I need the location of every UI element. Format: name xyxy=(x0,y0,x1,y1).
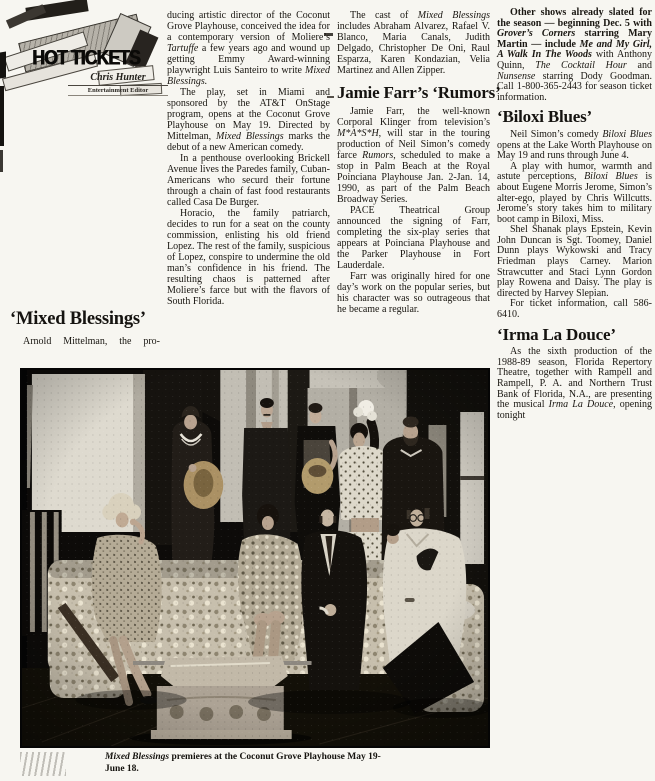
article-column-2 xyxy=(337,10,501,315)
article-paragraph: In a penthouse overlooking Brickell Avenue lives the Paredes family, Cuban-Americans who securd their fortune through a chain of fast food restaurants called Casa De Burger. xyxy=(167,153,330,208)
article-paragraph: Shel Shanak plays Epstein, Kevin John Duncan is Sgt. Toomey, Daniel Dunn plays Wykowski and Tracy Friedman plays Carney. Marion Strawcutter and Staci Lynn Gordon play Rowena and Daisy. The play is directed by Harvey Slepian. xyxy=(497,224,652,299)
article-column-3 xyxy=(497,8,652,421)
headline-biloxi-blues: ‘Biloxi Blues’ xyxy=(497,107,592,127)
article-paragraph: The play, set in Miami and sponsored by the AT&T OnStage program, opens at the Coconut Grove Playhouse on May 19. Directed by Mittelman, Mixed Blessings marks the debut of a new American comedy. xyxy=(167,87,330,153)
photo-caption-line: June 18. xyxy=(105,764,139,774)
article-paragraph: Jamie Farr, the well-known Corporal Klinger from television’s M*A*S*H, will star in the touring production of Neil Simon’s comedy farce Rumors, scheduled to make a stop in Palm Beach at the Royal Poinciana Playhouse Jan. 2-Jan. 14, 1990, as part of the Palm Beach Broadway Series. xyxy=(337,106,491,205)
article-paragraph: A play with humor, warmth and astute perceptions, Biloxi Blues is about Eugene Morris Jerome, Simon’s alter-ego, played by Chris Willcutts. Jerome’s story takes him to military boot camp in Biloxi, Miss. xyxy=(497,160,653,225)
article-paragraph: PACE Theatrical Group announced the signing of Farr, completing the six-play series that appears at Poinciana Playhouse and the Parker Playhouse in Fort Lauderdale. xyxy=(337,205,490,271)
cast-photo xyxy=(20,368,490,748)
scan-artifact xyxy=(0,51,6,78)
article-paragraph: For ticket information, call 586-6410. xyxy=(497,298,652,321)
article-paragraph: As the sixth production of the 1988-89 season, Florida Repertory Theatre, together with Rampell and Rampell, P. A. and Northern Trust Bank of Florida, N.A., are presenting the musical Irma La Douce, opening tonight xyxy=(497,346,653,421)
headline-mixed-blessings: ‘Mixed Blessings’ xyxy=(10,309,146,329)
headline-irma-la-douce: ‘Irma La Douce’ xyxy=(497,324,616,344)
article-paragraph: The cast of Mixed Blessings includes Abraham Alvarez, Rafael V. Blanco, Maria Canals, Judith Delgado, Christopher De Oni, Raul Esparza, Karen Kondazian, Velia Martinez and Allen Zipper. xyxy=(337,10,490,76)
article-mixed-blessings-lead xyxy=(10,309,160,347)
masthead xyxy=(2,2,162,112)
masthead-byline-role: Entertainment Editor xyxy=(68,85,168,96)
headline-jamie-farr-rumors: Jamie Farr’s ‘Rumors’ xyxy=(337,83,501,102)
article-paragraph: Neil Simon’s comedy Biloxi Blues opens at the Lake Worth Playhouse on May 19 and runs through June 4. xyxy=(497,128,652,162)
cast-photo-illustration xyxy=(22,370,488,746)
scan-artifact xyxy=(0,150,3,172)
photo-caption-line: Mixed Blessings premieres at the Coconut Grove Playhouse May 19- xyxy=(105,752,381,762)
article-paragraph: Other shows already slated for the season — beginning Dec. 5 with Grover’s Corners starring Mary Martin — include Me and My Girl, A Walk In The Woods with Anthony Quinn, The Cocktail Hour and Nunsense starring Dody Goodman. Call 1-800-365-2443 for season ticket information. xyxy=(497,7,652,103)
scan-artifact xyxy=(20,752,66,776)
article-paragraph: Farr was originally hired for one day’s work on the popular series, but his character was so outrageous that he became a regular. xyxy=(337,271,490,315)
photo-caption xyxy=(105,751,435,775)
article-paragraph: Arnold Mittelman, the pro- xyxy=(23,336,160,347)
masthead-title: HOT TICKETS xyxy=(32,46,140,70)
article-column-1 xyxy=(167,10,330,307)
masthead-byline: Chris Hunter xyxy=(90,72,146,83)
article-paragraph: ducing artistic director of the Coconut Grove Playhouse, conceived the idea for a contemporary version of Moliere’s Tartuffe a few years ago and wound up getting Emmy Award-winning playwright Luis Santeiro to write Mixed Blessings. xyxy=(167,10,330,87)
article-paragraph: Horacio, the family patriarch, decides to run for a seat on the county commission, enlisting his old friend Lopez. The rest of the family, suspicious of Lopez, conspire to undermine the old man’s confidence in his friend. The resulting chaos is patterned after Moliere’s farce but with the flavors of South Florida. xyxy=(167,208,330,307)
scan-artifact xyxy=(0,86,4,146)
